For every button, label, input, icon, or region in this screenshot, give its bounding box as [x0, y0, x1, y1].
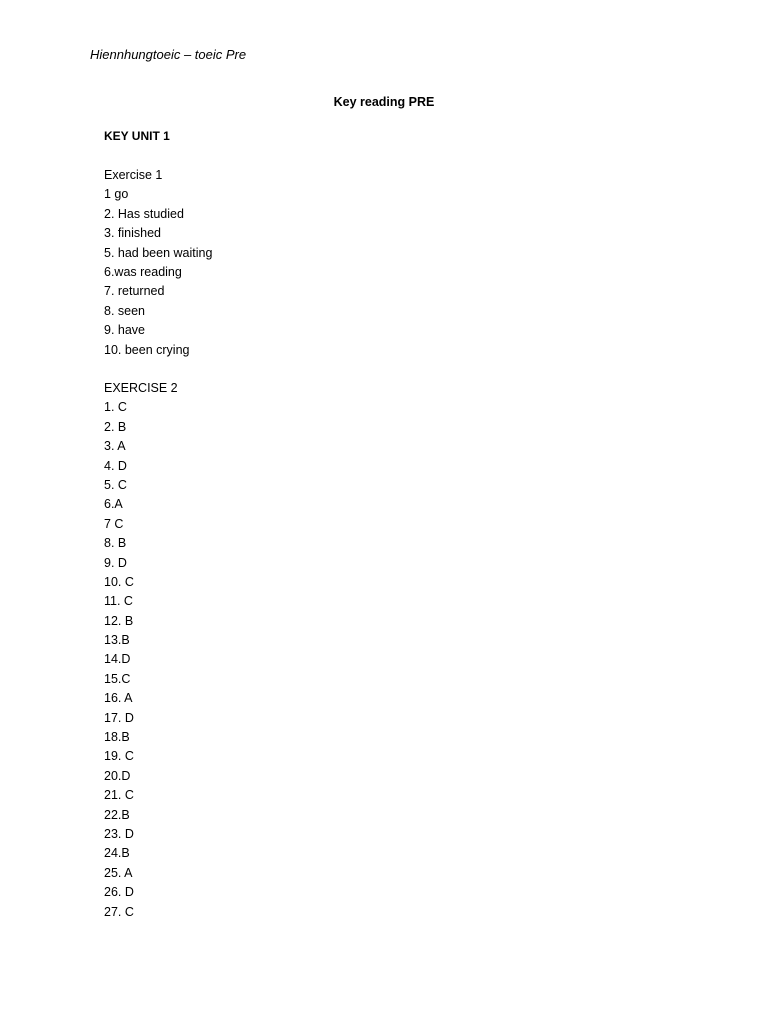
answer-line: 26. D: [104, 885, 134, 900]
answer-line: 16. A: [104, 691, 133, 706]
answer-line: 6.A: [104, 497, 123, 512]
answer-line: 8. B: [104, 536, 127, 551]
page-title: Key reading PRE: [333, 95, 435, 109]
answer-line: 9. D: [104, 555, 127, 570]
answer-line: 1 go: [104, 187, 129, 202]
answer-line: 2. Has studied: [104, 206, 184, 221]
answer-line: 17. D: [104, 710, 134, 725]
answer-line: 3. A: [104, 439, 126, 454]
unit-heading: KEY UNIT 1: [104, 129, 170, 143]
exercise-1-answer-list: [104, 185, 212, 360]
answer-line: 14.D: [104, 652, 131, 667]
page-header: Hiennhungtoeic – toeic Pre: [90, 47, 247, 62]
answer-line: 13.B: [104, 633, 130, 648]
answer-line: 5. C: [104, 477, 127, 492]
answer-line: 20.D: [104, 768, 131, 783]
answer-line: 2. B: [104, 419, 127, 434]
answer-line: 4. D: [104, 458, 127, 473]
answer-line: 21. C: [104, 788, 134, 803]
answer-line: 7. returned: [104, 284, 165, 299]
answer-line: 10. C: [104, 574, 134, 589]
exercise-2-title: EXERCISE 2: [104, 381, 178, 395]
answer-line: 27. C: [104, 904, 134, 919]
exercise-2-section: [104, 379, 178, 922]
exercise-1-title: Exercise 1: [104, 168, 163, 182]
answer-line: 6.was reading: [104, 264, 182, 279]
answer-line: 15.C: [104, 671, 131, 686]
answer-line: 23. D: [104, 826, 134, 841]
answer-line: 12. B: [104, 613, 134, 628]
answer-line: 25. A: [104, 865, 133, 880]
answer-line: 10. been crying: [104, 342, 190, 357]
answer-line: 19. C: [104, 749, 134, 764]
exercise-1-section: [104, 166, 212, 360]
answer-line: 24.B: [104, 846, 130, 861]
answer-line: 1. C: [104, 400, 127, 415]
answer-line: 22.B: [104, 807, 130, 822]
answer-line: 9. have: [104, 323, 146, 338]
exercise-2-answer-list: [104, 398, 178, 922]
answer-line: 5. had been waiting: [104, 245, 213, 260]
answer-line: 11. C: [104, 594, 133, 609]
answer-line: 18.B: [104, 730, 130, 745]
answer-line: 8. seen: [104, 303, 146, 318]
answer-line: 3. finished: [104, 226, 161, 241]
answer-line: 7 C: [104, 516, 124, 531]
